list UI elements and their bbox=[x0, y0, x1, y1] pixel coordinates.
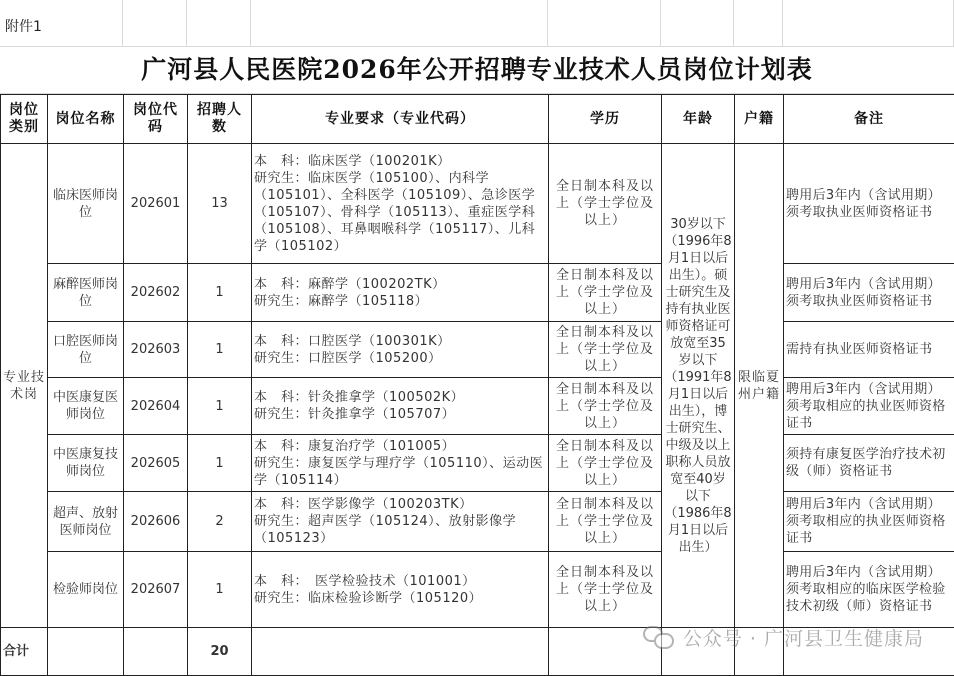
empty-cell bbox=[124, 628, 188, 676]
empty-cell bbox=[252, 628, 549, 676]
remarks: 需持有执业医师资格证书 bbox=[784, 322, 954, 378]
major-requirement: 本 科： 医学检验技术（101001） 研究生：临床检验诊断学（105120） bbox=[252, 552, 549, 628]
major-requirement: 本 科：口腔医学（100301K） 研究生：口腔医学（105200） bbox=[252, 322, 549, 378]
education-requirement: 全日制本科及以上（学士学位及以上） bbox=[549, 492, 662, 552]
education-requirement: 全日制本科及以上（学士学位及以上） bbox=[549, 264, 662, 322]
remarks: 聘用后3年内（含试用期）须考取执业医师资格证书 bbox=[784, 264, 954, 322]
remarks: 须持有康复医学治疗技术初级（师）资格证书 bbox=[784, 435, 954, 492]
position-code: 202603 bbox=[124, 322, 188, 378]
watermark-text: 公众号 · 广河县卫生健康局 bbox=[683, 624, 924, 651]
total-label: 合计 bbox=[1, 628, 48, 676]
table-row bbox=[1, 144, 954, 264]
empty-cell bbox=[48, 628, 124, 676]
table-row bbox=[1, 322, 954, 378]
major-requirement: 本 科：康复治疗学（101005） 研究生：康复医学与理疗学（105110）、运动医学（105114） bbox=[252, 435, 549, 492]
remarks: 聘用后3年内（含试用期）须考取相应的临床医学检验技术初级（师）资格证书 bbox=[784, 552, 954, 628]
header-count: 招聘人数 bbox=[188, 95, 252, 144]
header-category: 岗位类别 bbox=[1, 95, 48, 144]
education-requirement: 全日制本科及以上（学士学位及以上） bbox=[549, 435, 662, 492]
position-code: 202602 bbox=[124, 264, 188, 322]
major-requirement: 本 科：临床医学（100201K） 研究生：临床医学（105100）、内科学（105101）、全科医学（105109）、急诊医学（105107）、骨科学（105113）、重症医学科（105108）、耳鼻咽喉科学（105117）、儿科学（105102） bbox=[252, 144, 549, 264]
position-count: 1 bbox=[188, 378, 252, 435]
position-name: 中医康复技师岗位 bbox=[48, 435, 124, 492]
header-education: 学历 bbox=[549, 95, 662, 144]
position-code: 202601 bbox=[124, 144, 188, 264]
grid-cell bbox=[734, 0, 783, 47]
position-code: 202604 bbox=[124, 378, 188, 435]
position-count: 1 bbox=[188, 552, 252, 628]
header-row bbox=[1, 95, 954, 144]
education-requirement: 全日制本科及以上（学士学位及以上） bbox=[549, 144, 662, 264]
grid-cell bbox=[661, 0, 734, 47]
major-requirement: 本 科：医学影像学（100203TK） 研究生：超声医学（105124）、放射影像学（105123） bbox=[252, 492, 549, 552]
category-cell: 专业技术岗 bbox=[1, 144, 48, 628]
header-household: 户籍 bbox=[735, 95, 784, 144]
grid-cell bbox=[251, 0, 548, 47]
table-row bbox=[1, 552, 954, 628]
annex-label: 附件1 bbox=[5, 16, 42, 36]
major-requirement: 本 科：针灸推拿学（100502K） 研究生：针灸推拿学（105707） bbox=[252, 378, 549, 435]
household-requirement: 限临夏州户籍 bbox=[735, 144, 784, 628]
watermark bbox=[643, 622, 924, 652]
position-count: 2 bbox=[188, 492, 252, 552]
position-code: 202605 bbox=[124, 435, 188, 492]
position-count: 1 bbox=[188, 322, 252, 378]
remarks: 聘用后3年内（含试用期）须考取相应的执业医师资格证书 bbox=[784, 492, 954, 552]
education-requirement: 全日制本科及以上（学士学位及以上） bbox=[549, 552, 662, 628]
position-count: 13 bbox=[188, 144, 252, 264]
table-row bbox=[1, 435, 954, 492]
position-name: 中医康复医师岗位 bbox=[48, 378, 124, 435]
header-age: 年龄 bbox=[662, 95, 735, 144]
header-remarks: 备注 bbox=[784, 95, 954, 144]
total-value: 20 bbox=[188, 628, 252, 676]
education-requirement: 全日制本科及以上（学士学位及以上） bbox=[549, 378, 662, 435]
table-row bbox=[1, 378, 954, 435]
position-code: 202607 bbox=[124, 552, 188, 628]
position-count: 1 bbox=[188, 264, 252, 322]
top-grid bbox=[0, 0, 954, 48]
page-title: 广河县人民医院2026年公开招聘专业技术人员岗位计划表 bbox=[0, 48, 954, 94]
header-name: 岗位名称 bbox=[48, 95, 124, 144]
position-count: 1 bbox=[188, 435, 252, 492]
header-major: 专业要求（专业代码） bbox=[252, 95, 549, 144]
table-row bbox=[1, 264, 954, 322]
age-requirement: 30岁以下（1996年8月1日以后出生）。硕士研究生及持有执业医师资格证可放宽至35岁以下（1991年8月1日以后出生），博士研究生、中级及以上职称人员放宽至40岁以下（1986年8月1日以后出生） bbox=[662, 144, 735, 628]
remarks: 聘用后3年内（含试用期）须考取相应的执业医师资格证书 bbox=[784, 378, 954, 435]
remarks: 聘用后3年内（含试用期）须考取执业医师资格证书 bbox=[784, 144, 954, 264]
position-name: 检验师岗位 bbox=[48, 552, 124, 628]
position-name: 超声、放射医师岗位 bbox=[48, 492, 124, 552]
education-requirement: 全日制本科及以上（学士学位及以上） bbox=[549, 322, 662, 378]
grid-cell bbox=[187, 0, 251, 47]
grid-cell bbox=[548, 0, 661, 47]
grid-cell bbox=[783, 0, 954, 47]
header-code: 岗位代码 bbox=[124, 95, 188, 144]
grid-cell bbox=[123, 0, 187, 47]
position-code: 202606 bbox=[124, 492, 188, 552]
major-requirement: 本 科：麻醉学（100202TK） 研究生：麻醉学（105118） bbox=[252, 264, 549, 322]
position-name: 麻醉医师岗位 bbox=[48, 264, 124, 322]
wechat-icon bbox=[643, 624, 675, 650]
table-row bbox=[1, 492, 954, 552]
position-name: 口腔医师岗位 bbox=[48, 322, 124, 378]
recruitment-plan-table bbox=[0, 94, 954, 676]
position-name: 临床医师岗位 bbox=[48, 144, 124, 264]
